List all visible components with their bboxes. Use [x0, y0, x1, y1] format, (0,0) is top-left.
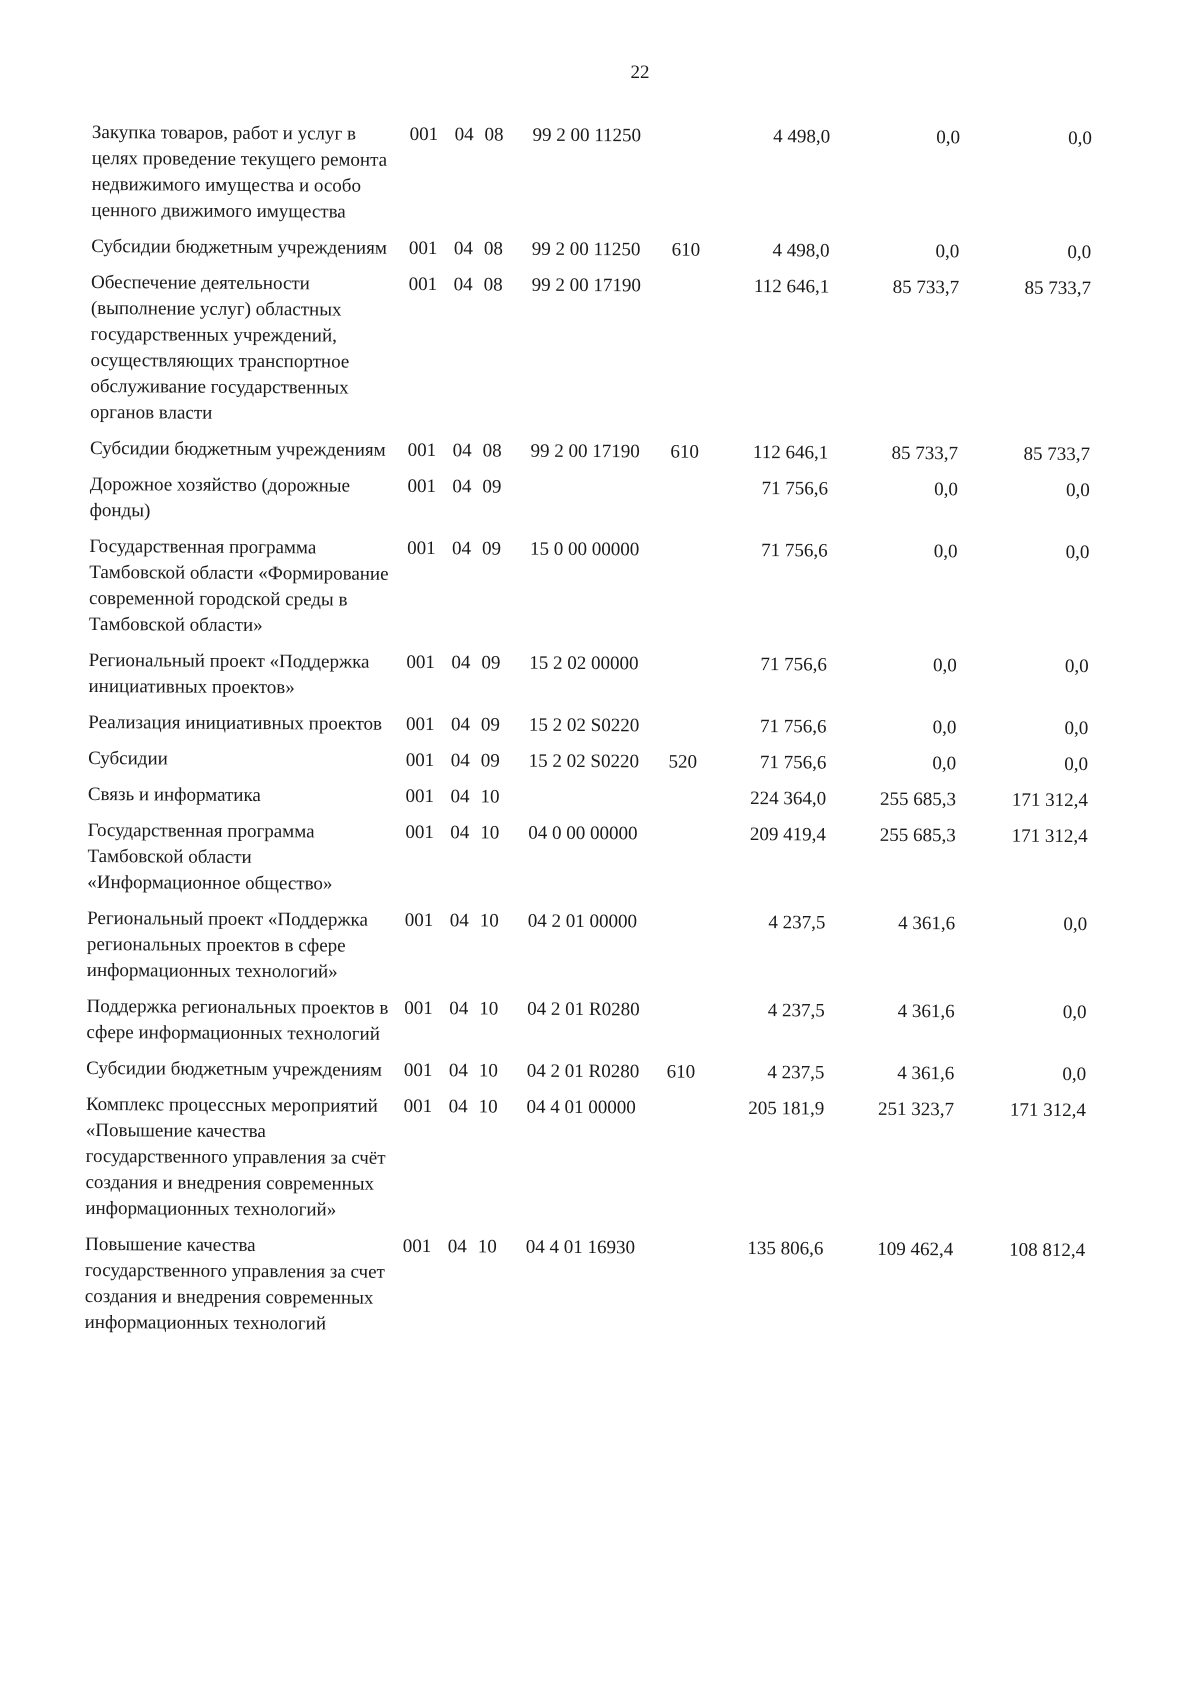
row-subsection-code: 10: [479, 910, 499, 932]
row-section-code: 04: [451, 652, 471, 674]
table-row: [88, 746, 1088, 788]
row-grbs-code: 001: [402, 1235, 432, 1258]
row-grbs-code: 001: [408, 273, 438, 296]
row-amount-year2: 255 685,3: [879, 788, 957, 811]
row-section-code: 04: [450, 822, 470, 844]
row-target-article: 15 2 02 00000: [529, 652, 639, 675]
row-subsection-code: 08: [484, 124, 504, 146]
row-subsection-code: 09: [480, 750, 500, 772]
row-target-article: 99 2 00 11250: [532, 124, 642, 147]
row-target-article: 15 0 00 00000: [529, 538, 640, 561]
row-amount-year3: 0,0: [1064, 717, 1089, 740]
row-target-article: 15 2 02 S0220: [528, 750, 640, 773]
table-row: [88, 648, 1088, 716]
row-subsection-code: 09: [480, 714, 501, 736]
row-expense-type: [669, 652, 721, 714]
row-section-code: 04: [453, 238, 473, 260]
row-subsection-code: 10: [478, 1060, 498, 1082]
row-amount-year3: 171 312,4: [1011, 789, 1088, 812]
row-target-article: 04 2 01 R0280: [527, 998, 640, 1021]
row-amount-year3: 0,0: [1064, 753, 1089, 776]
row-amount-year1: 71 756,6: [761, 478, 829, 500]
row-grbs-code: 001: [407, 537, 436, 560]
row-section-code: 04: [453, 274, 473, 296]
row-amount-year1: 224 364,0: [750, 788, 827, 810]
row-amount-year2: 251 323,7: [878, 1098, 955, 1121]
row-expense-type: 610: [671, 239, 701, 261]
row-expense-type: [669, 714, 721, 750]
row-amount-year2: 4 361,6: [898, 912, 956, 935]
row-target-article: 04 4 01 16930: [525, 1236, 636, 1259]
row-amount-year2: 0,0: [935, 241, 960, 263]
row-expense-type: [667, 910, 719, 998]
row-expense-type: [672, 124, 725, 238]
row-expense-type: [666, 1096, 719, 1236]
row-amount-year1: 71 756,6: [759, 752, 827, 774]
row-target-article: 04 4 01 00000: [526, 1096, 636, 1119]
row-amount-year3: 0,0: [1065, 541, 1090, 564]
table-row: [85, 1232, 1086, 1352]
row-expense-type: 610: [666, 1061, 696, 1083]
row-grbs-code: 001: [407, 475, 437, 498]
row-amount-year1: 112 646,1: [753, 276, 830, 298]
row-amount-year1: 4 498,0: [773, 126, 831, 148]
row-target-article: 99 2 00 17190: [531, 274, 641, 297]
row-subsection-code: 10: [477, 1236, 497, 1258]
row-name: Субсидии бюджетным учреждениям: [86, 1057, 382, 1081]
row-amount-year3: 0,0: [1064, 655, 1089, 678]
row-name: Региональный проект «Поддержка региональных проектов в сфере информационных технологий»: [86, 907, 368, 983]
row-name: Поддержка региональных проектов в сфере информационных технологий: [86, 995, 389, 1045]
row-section-code: 04: [450, 786, 470, 808]
table-row: [88, 782, 1088, 824]
table-row: [89, 472, 1089, 540]
row-amount-year3: 171 312,4: [1009, 1099, 1087, 1122]
table-body: [85, 120, 1092, 1352]
row-target-article: [526, 475, 670, 538]
table-row: [91, 234, 1091, 276]
row-amount-year3: 171 312,4: [1011, 825, 1088, 848]
row-expense-type: [668, 822, 720, 910]
row-grbs-code: 001: [404, 997, 433, 1020]
row-section-code: 04: [447, 1236, 467, 1258]
row-subsection-code: 08: [483, 238, 503, 260]
row-amount-year1: 4 237,5: [767, 1062, 825, 1084]
row-grbs-code: 001: [407, 439, 437, 462]
row-amount-year2: 0,0: [932, 753, 957, 775]
row-subsection-code: 10: [478, 1096, 498, 1118]
row-expense-type: [670, 274, 723, 440]
table-row: [91, 120, 1092, 240]
row-section-code: 04: [452, 538, 472, 560]
row-section-code: 04: [452, 440, 472, 462]
row-amount-year3: 0,0: [1067, 241, 1092, 264]
row-subsection-code: 08: [483, 274, 503, 296]
row-expense-type: 610: [670, 441, 699, 463]
row-target-article: 15 2 02 S0220: [528, 714, 640, 737]
row-amount-year3: 85 733,7: [1023, 443, 1091, 466]
row-expense-type: 520: [668, 751, 698, 773]
page-number: 22: [630, 62, 650, 83]
row-grbs-code: 001: [405, 713, 435, 736]
row-target-article: 99 2 00 17190: [530, 440, 640, 463]
row-target-article: 04 2 01 R0280: [526, 1060, 640, 1083]
row-name: Субсидии: [88, 747, 168, 770]
row-section-code: 04: [452, 476, 472, 498]
row-amount-year2: 4 361,6: [897, 1000, 955, 1023]
row-grbs-code: 001: [405, 821, 434, 844]
row-grbs-code: 001: [405, 785, 435, 808]
row-amount-year3: 0,0: [1062, 1001, 1087, 1024]
row-target-article: 04 2 01 00000: [527, 910, 638, 933]
row-name: Реализация инициативных проектов: [88, 711, 383, 735]
row-target-article: 04 0 00 00000: [528, 822, 638, 845]
row-amount-year2: 0,0: [932, 717, 957, 739]
row-grbs-code: 001: [408, 237, 438, 260]
row-grbs-code: 001: [404, 909, 434, 932]
row-grbs-code: 001: [403, 1059, 433, 1082]
row-expense-type: [669, 538, 722, 652]
row-amount-year2: 4 361,6: [897, 1062, 955, 1085]
row-amount-year1: 205 181,9: [748, 1098, 825, 1120]
row-amount-year3: 0,0: [1062, 1063, 1087, 1086]
row-target-article: 99 2 00 11250: [531, 238, 641, 261]
row-amount-year2: 85 733,7: [891, 442, 959, 465]
row-name: Повышение качества государственного управления за счет создания и внедрения современных информационных технологий: [84, 1233, 385, 1335]
row-expense-type: [668, 786, 720, 822]
row-section-code: 04: [454, 124, 474, 146]
row-section-code: 04: [449, 910, 469, 932]
row-subsection-code: 10: [480, 822, 500, 844]
row-expense-type: [665, 1236, 718, 1350]
row-amount-year1: 4 237,5: [767, 1000, 825, 1022]
row-amount-year2: 0,0: [932, 655, 957, 677]
row-subsection-code: 08: [482, 440, 502, 462]
table-row: [85, 1092, 1086, 1238]
row-subsection-code: 10: [479, 998, 499, 1020]
budget-table: [85, 120, 1092, 1352]
row-name: Обеспечение деятельности (выполнение услуг) областных государственных учреждений, осуществляющих транспортное обслуживание государственных органов власти: [90, 271, 350, 424]
row-name: Дорожное хозяйство (дорожные фонды): [89, 473, 351, 522]
row-amount-year1: 71 756,6: [760, 716, 827, 738]
row-amount-year1: 209 419,4: [749, 824, 826, 846]
row-amount-year3: 0,0: [1068, 127, 1092, 150]
row-amount-year3: 0,0: [1065, 479, 1090, 502]
table-row: [87, 818, 1088, 912]
row-amount-year2: 255 685,3: [879, 824, 956, 847]
row-amount-year1: 71 756,6: [760, 654, 828, 676]
row-amount-year1: 135 806,6: [747, 1238, 824, 1260]
row-expense-type: [670, 476, 722, 538]
row-expense-type: [667, 998, 719, 1060]
row-amount-year1: 112 646,1: [752, 442, 829, 464]
row-amount-year2: 85 733,7: [892, 276, 960, 299]
row-amount-year1: 71 756,6: [761, 540, 828, 562]
row-name: Субсидии бюджетным учреждениям: [91, 235, 387, 259]
row-amount-year2: 0,0: [934, 479, 958, 501]
table-row: [90, 270, 1091, 442]
row-amount-year1: 4 498,0: [772, 240, 830, 262]
row-section-code: 04: [450, 750, 470, 772]
table-row: [90, 436, 1090, 478]
row-grbs-code: 001: [406, 651, 435, 674]
row-section-code: 04: [449, 998, 469, 1020]
row-amount-year1: 4 237,5: [768, 912, 826, 934]
row-section-code: 04: [450, 714, 471, 736]
row-subsection-code: 10: [480, 786, 500, 808]
table-row: [88, 710, 1088, 752]
row-amount-year3: 0,0: [1063, 913, 1088, 936]
row-name: Связь и информатика: [87, 783, 261, 807]
row-amount-year3: 85 733,7: [1024, 277, 1092, 300]
row-name: Государственная программа Тамбовской области «Формирование современной городской среды в Тамбовской области»: [88, 535, 389, 637]
row-grbs-code: 001: [409, 123, 439, 146]
row-section-code: 04: [448, 1060, 468, 1082]
table-row: [86, 994, 1086, 1062]
row-name: Региональный проект «Поддержка инициативных проектов»: [88, 649, 370, 699]
row-amount-year2: 0,0: [933, 541, 958, 563]
row-amount-year3: 108 812,4: [1009, 1239, 1086, 1262]
row-name: Субсидии бюджетным учреждениям: [89, 437, 386, 461]
table-row: [89, 534, 1090, 654]
row-subsection-code: 09: [482, 476, 502, 498]
table-row: [86, 1056, 1086, 1098]
row-target-article: [524, 785, 668, 822]
row-amount-year2: 0,0: [936, 127, 961, 149]
row-subsection-code: 09: [481, 652, 501, 674]
row-amount-year2: 109 462,4: [877, 1238, 954, 1261]
row-subsection-code: 09: [481, 538, 502, 560]
row-name: Государственная программа Тамбовской области «Информационное общество»: [87, 819, 333, 895]
row-grbs-code: 001: [403, 1095, 433, 1118]
table-row: [87, 906, 1088, 1000]
row-name: Закупка товаров, работ и услуг в целях проведение текущего ремонта недвижимого имущества и особо ценного движимого имущества: [91, 121, 388, 223]
row-section-code: 04: [448, 1096, 468, 1118]
row-grbs-code: 001: [405, 749, 435, 772]
row-name: Комплекс процессных мероприятий «Повышение качества государственного управления за счёт создания и внедрения современных информационных технологий»: [85, 1093, 386, 1221]
